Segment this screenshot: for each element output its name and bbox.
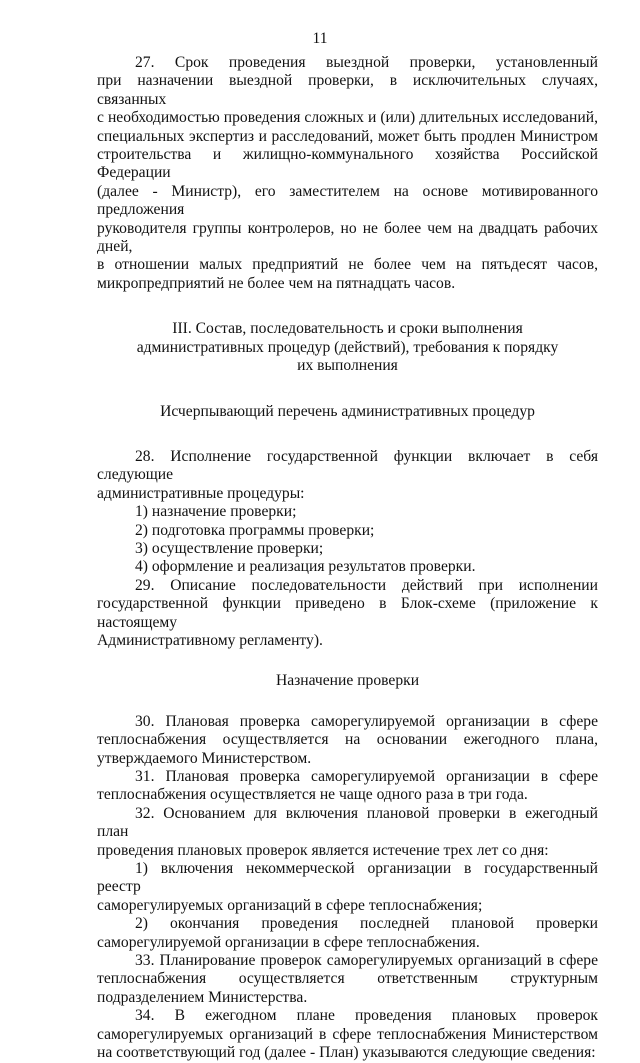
text-line: 28. Исполнение государственной функции включает в себя следующие — [97, 447, 598, 484]
text-line: 27. Срок проведения выездной проверки, установленный — [135, 54, 598, 71]
text-line: теплоснабжения осуществляется на основании ежегодного плана, — [97, 731, 598, 749]
paragraph-31 — [97, 768, 598, 805]
section-heading — [97, 320, 598, 375]
list-item: 4) оформление и реализация результатов проверки. — [135, 558, 476, 576]
list-item: 1) назначение проверки; — [135, 503, 297, 521]
text-line: 33. Планирование проверок саморегулируемых организаций в сфере — [135, 952, 598, 970]
paragraph-30 — [97, 713, 598, 768]
text-line: 1) включения некоммерческой организации в государственный реестр — [97, 860, 598, 896]
text-line: строительства и жилищно-коммунального хозяйства Российской Федерации — [97, 146, 598, 182]
heading-line: их выполнения — [297, 357, 398, 375]
text-line: 30. Плановая проверка саморегулируемой организации в сфере — [135, 712, 598, 730]
text-line: при назначении выездной проверки, в исключительных случаях, связанных — [97, 72, 598, 108]
subheading-assignment: Назначение проверки — [275, 672, 420, 690]
subheading-procedures-list: Исчерпывающий перечень административных процедур — [160, 402, 535, 420]
text-line: 34. В ежегодном плане проведения плановых проверок — [135, 1007, 598, 1025]
list-item: 2) подготовка программы проверки; — [135, 521, 375, 539]
text-line: 31. Плановая проверка саморегулируемой организации в сфере — [135, 768, 598, 785]
paragraph-32 — [97, 805, 598, 952]
text-line: теплоснабжения осуществляется ответственным структурным — [97, 970, 598, 988]
heading-line: административных процедур (действий), требования к порядку — [136, 338, 559, 356]
text-line: с необходимостью проведения сложных и (или) длительных исследований, — [97, 109, 598, 127]
text-line: государственной функции приведено в Блок-схеме (приложение к настоящему — [97, 595, 598, 631]
text-line: теплоснабжения осуществляется не чаще одного раза в три года. — [97, 786, 528, 804]
text-line: административные процедуры: — [97, 484, 305, 502]
text-line: утверждаемого Министерством. — [97, 749, 312, 767]
text-line: проведения плановых проверок является истечение трех лет со дня: — [97, 841, 549, 859]
list-item: 3) осуществление проверки; — [135, 539, 324, 557]
text-line: 32. Основанием для включения плановой проверки в ежегодный план — [97, 804, 598, 841]
paragraph-27 — [97, 54, 598, 293]
text-line: Административному регламенту). — [97, 631, 323, 649]
paragraph-28 — [97, 448, 598, 577]
text-line: саморегулируемых организаций в сфере теплоснабжения; — [97, 896, 483, 914]
text-line: (далее - Министр), его заместителем на основе мотивированного предложения — [97, 182, 598, 219]
text-line: саморегулируемых организаций в сфере теплоснабжения Министерством — [97, 1025, 598, 1043]
text-line: подразделением Министерства. — [97, 988, 308, 1006]
page-number: 11 — [312, 30, 328, 47]
text-line: микропредприятий не более чем на пятнадцать часов. — [97, 274, 456, 292]
text-line: саморегулируемой организации в сфере теплоснабжения. — [97, 933, 480, 951]
text-line: на соответствующий год (далее - План) указываются следующие сведения: — [97, 1044, 596, 1062]
text-line: в отношении малых предприятий не более чем на пятьдесят часов, — [97, 256, 598, 274]
document-body — [97, 54, 598, 1063]
text-line: 29. Описание последовательности действий при исполнении — [135, 576, 598, 594]
paragraph-33 — [97, 952, 598, 1007]
text-line: руководителя группы контролеров, но не более чем на двадцать рабочих дней, — [97, 219, 598, 256]
paragraph-29 — [97, 577, 598, 651]
paragraph-34 — [97, 1007, 598, 1062]
text-line: специальных экспертиз и расследований, может быть продлен Министром — [97, 127, 598, 145]
text-line: 2) окончания проведения последней плановой проверки — [135, 915, 598, 933]
heading-line: III. Состав, последовательность и сроки выполнения — [172, 320, 523, 338]
